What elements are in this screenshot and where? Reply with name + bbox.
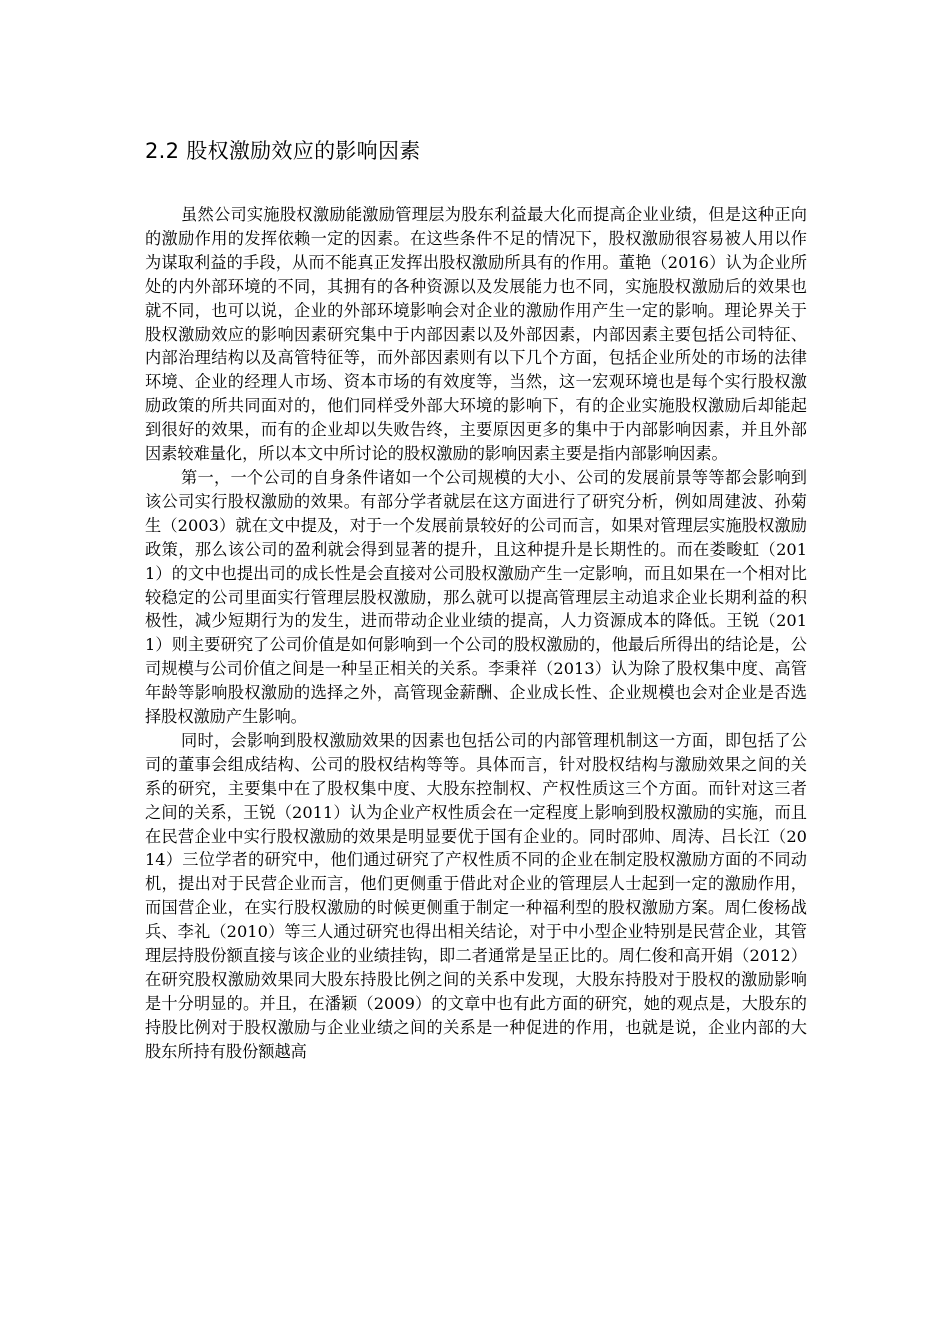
section-heading: 2.2 股权激励效应的影响因素	[145, 139, 421, 163]
paragraph-company-factors: 第一，一个公司的自身条件诸如一个公司规模的大小、公司的发展前景等等都会影响到该公司实行股权激励的效果。有部分学者就层在这方面进行了研究分析，例如周建波、孙菊生（2003）就在文中提及，对于一个发展前景较好的公司而言，如果对管理层实施股权激励政策，那么该公司的盈利就会得到显著的提升，且这种提升是长期性的。而在娄畯虹（2011）的文中也提出司的成长性是会直接对公司股权激励产生一定影响，而且如果在一个相对比较稳定的公司里面实行管理层股权激励，那么就可以提高管理层主动追求企业长期利益的积极性，减少短期行为的发生，进而带动企业业绩的提高，人力资源成本的降低。王锐（2011）则主要研究了公司价值是如何影响到一个公司的股权激励的，他最后所得出的结论是，公司规模与公司价值之间是一种呈正相关的关系。李秉祥（2013）认为除了股权集中度、高管年龄等影响股权激励的选择之外，高管现金薪酬、企业成长性、企业规模也会对企业是否选择股权激励产生影响。	[145, 467, 807, 727]
paragraph-governance-factors: 同时，会影响到股权激励效果的因素也包括公司的内部管理机制这一方面，即包括了公司的董事会组成结构、公司的股权结构等等。具体而言，针对股权结构与激励效果之间的关系的研究，主要集中在了股权集中度、大股东控制权、产权性质这三个方面。而针对这三者之间的关系，王锐（2011）认为企业产权性质会在一定程度上影响到股权激励的实施，而且在民营企业中实行股权激励的效果是明显要优于国有企业的。同时邵帅、周涛、吕长江（2014）三位学者的研究中，他们通过研究了产权性质不同的企业在制定股权激励方面的不同动机，提出对于民营企业而言，他们更侧重于借此对企业的管理层人士起到一定的激励作用，而国营企业，在实行股权激励的时候更侧重于制定一种福利型的股权激励方案。周仁俊杨战兵、李礼（2010）等三人通过研究也得出相关结论，对于中小型企业特别是民营企业，其管理层持股份额直接与该企业的业绩挂钩，即二者通常是呈正比的。周仁俊和高开娟（2012）在研究股权激励效果同大股东持股比例之间的关系中发现，大股东持股对于股权的激励影响是十分明显的。并且，在潘颖（2009）的文章中也有此方面的研究，她的观点是，大股东的持股比例对于股权激励与企业业绩之间的关系是一种促进的作用，也就是说，企业内部的大股东所持有股份额越高	[145, 730, 807, 1061]
paragraph-intro: 虽然公司实施股权激励能激励管理层为股东利益最大化而提高企业业绩，但是这种正向的激励作用的发挥依赖一定的因素。在这些条件不足的情况下，股权激励很容易被人用以作为谋取利益的手段，从而不能真正发挥出股权激励所具有的作用。董艳（2016）认为企业所处的内外部环境的不同，其拥有的各种资源以及发展能力也不同，实施股权激励后的效果也就不同，也可以说，企业的外部环境影响会对企业的激励作用产生一定的影响。理论界关于股权激励效应的影响因素研究集中于内部因素以及外部因素，内部因素主要包括公司特征、内部治理结构以及高管特征等，而外部因素则有以下几个方面，包括企业所处的市场的法律环境、企业的经理人市场、资本市场的有效度等，当然，这一宏观环境也是每个实行股权激励政策的所共同面对的，他们同样受外部大环境的影响下，有的企业实施股权激励后却能起到很好的效果，而有的企业却以失败告终，主要原因更多的集中于内部影响因素，并且外部因素较难量化，所以本文中所讨论的股权激励的影响因素主要是指内部影响因素。	[145, 205, 807, 464]
section-body	[145, 203, 807, 1064]
